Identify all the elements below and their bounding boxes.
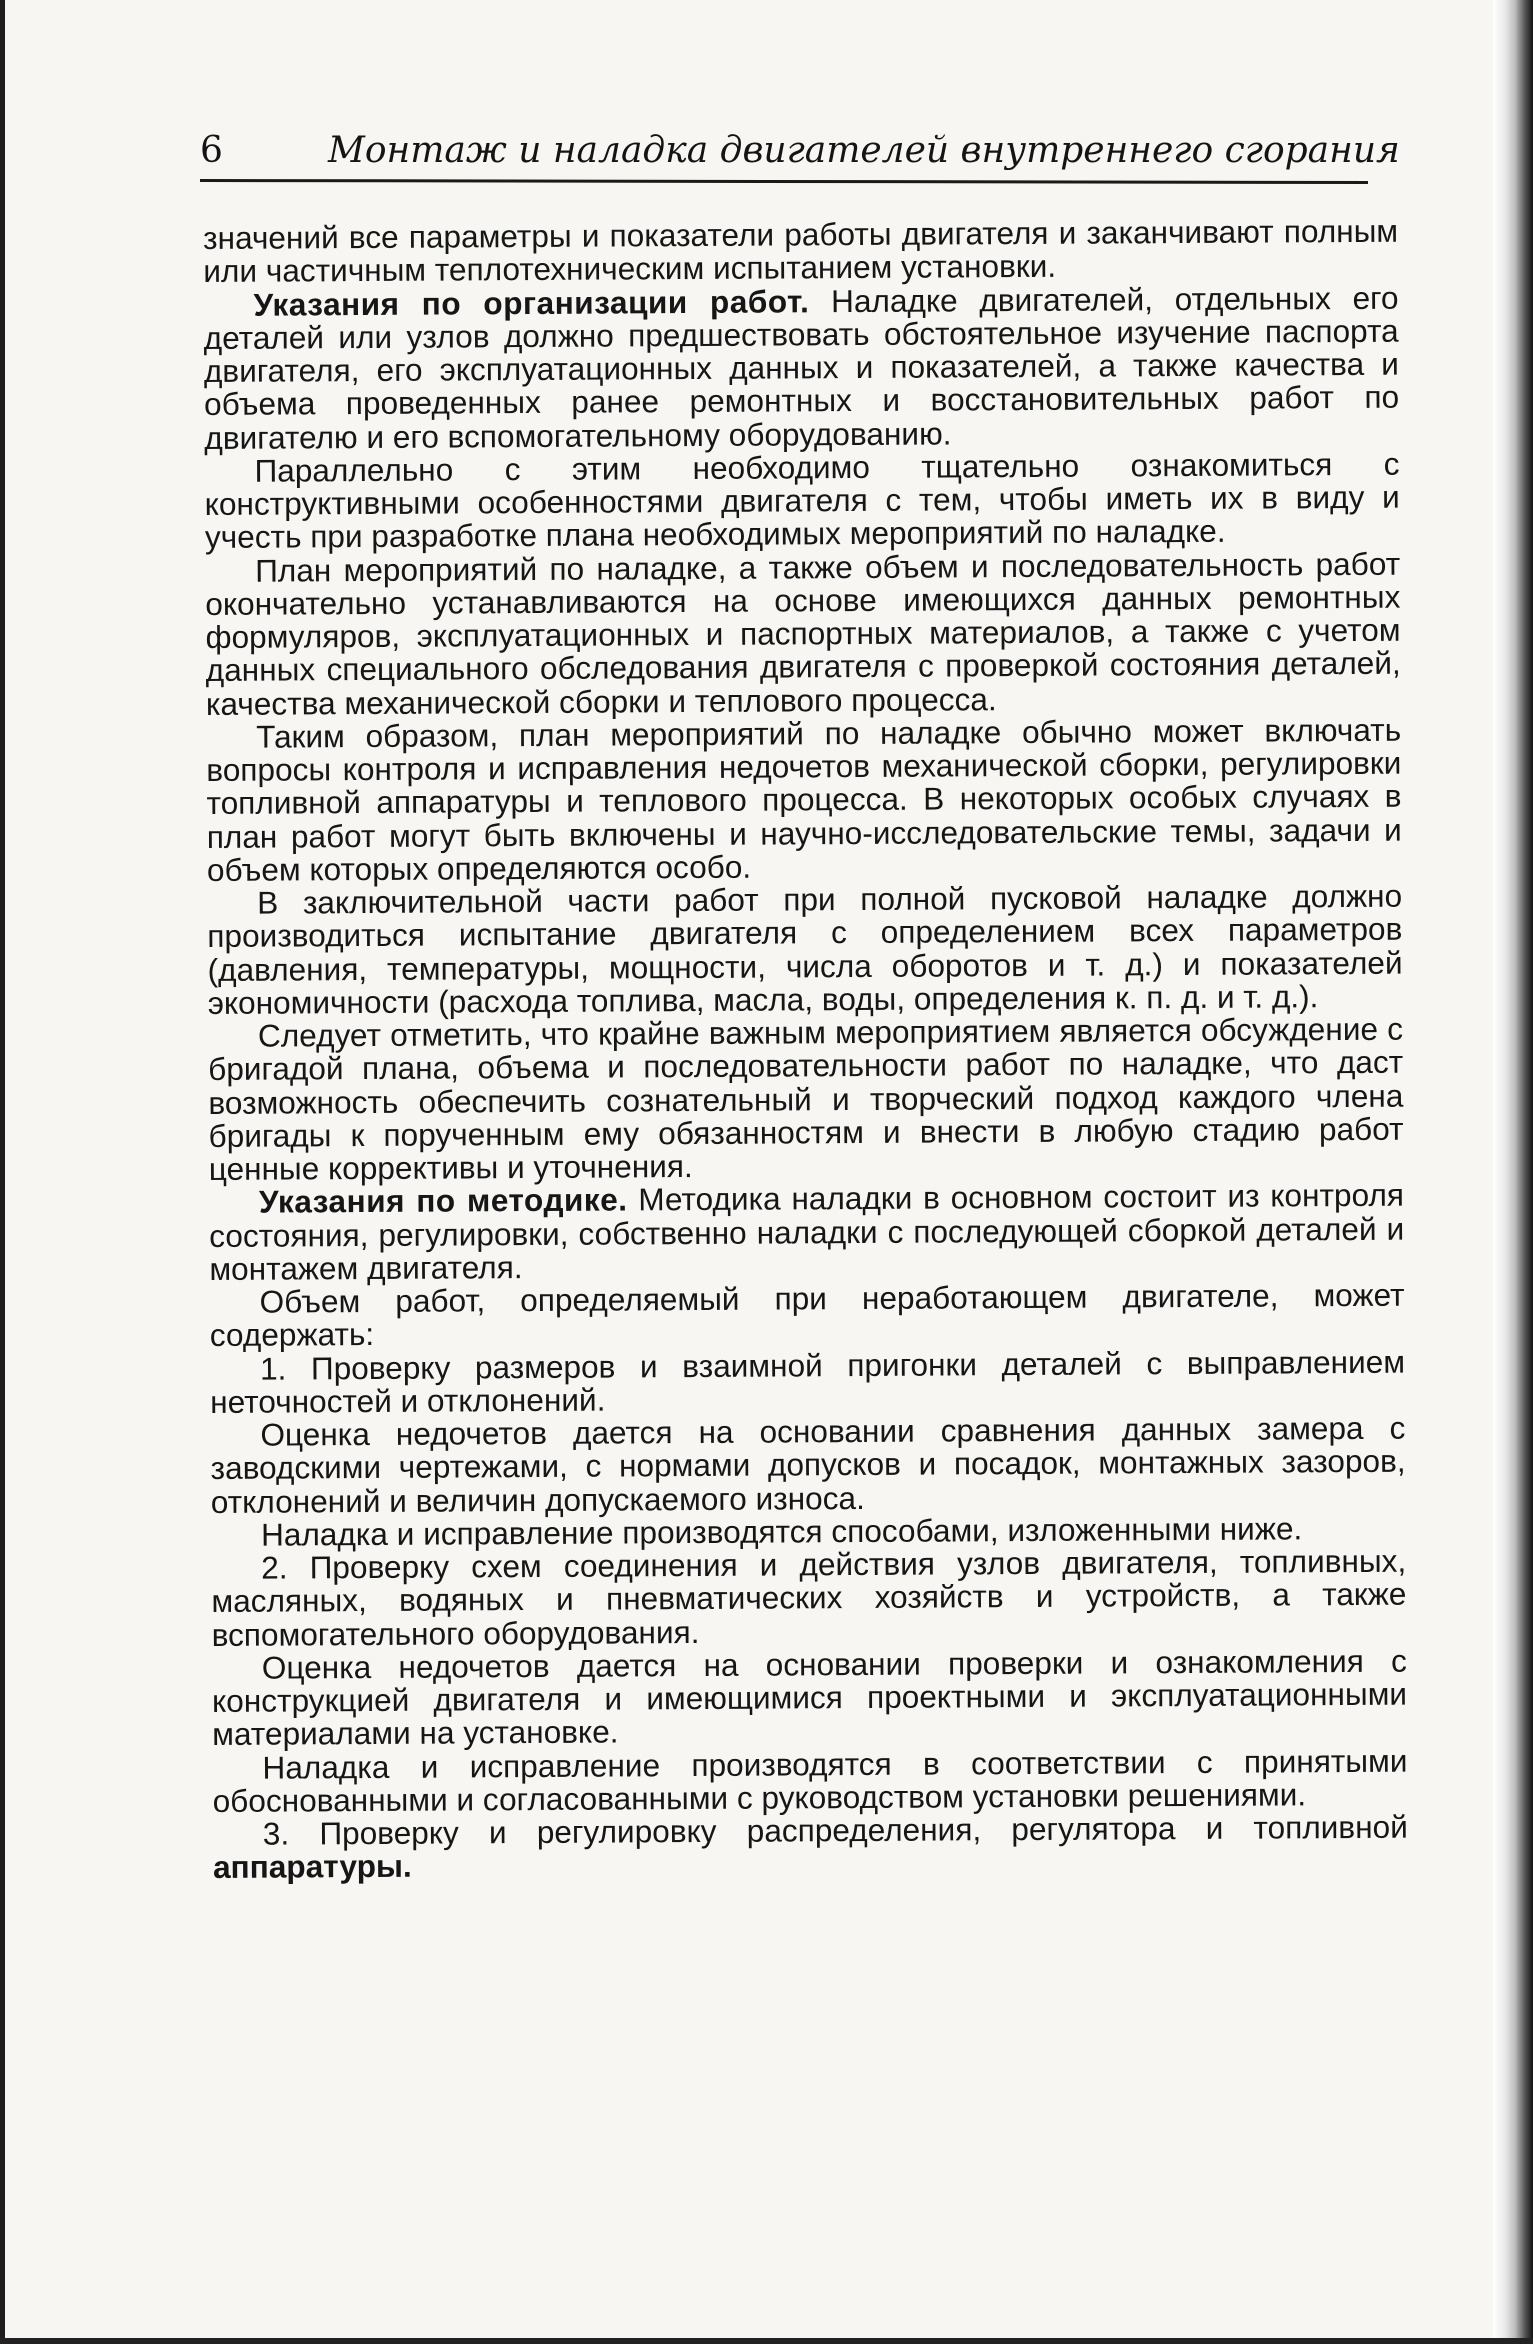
- paragraph: [206, 713, 1402, 887]
- list-item-3: [212, 1808, 1408, 1886]
- paragraph: [209, 1276, 1405, 1354]
- list-item-1: [210, 1345, 1405, 1419]
- scan-bottom-edge: [0, 2338, 1533, 2344]
- paragraph-text: значений все параметры и показатели работы двигателя и заканчивают полным или частичным теплотехническим испытанием установки.: [202, 212, 1399, 290]
- scan-left-edge: [0, 0, 5, 2344]
- header-rule: [200, 179, 1368, 184]
- scan-right-margin: [1493, 0, 1533, 2344]
- running-title: Монтаж и наладка двигателей внутреннего сгорания: [328, 130, 1400, 171]
- paragraph-methodology: [209, 1176, 1405, 1287]
- paragraph-text: В заключительной части работ при полной пусковой наладке должно производиться испытание двигателя с определением всех параметров (давления, температуры, мощности, числа оборотов и т. д.) и показателей экономичности (расхода топлива, масла, воды, определения к. п. д. и т. д.).: [207, 877, 1403, 1021]
- body-text: [202, 212, 1408, 1886]
- paragraph-text: 1. Проверку размеров и взаимной пригонки деталей с выправлением неточностей и отклонений.: [210, 1343, 1406, 1420]
- section-lead-organization: Указания по организации работ.: [253, 282, 810, 323]
- paragraph-text: Методика наладки в основном состоит из контроля состояния, регулировки, собственно наладки с последующей сборкой деталей и монтажем двигателя.: [209, 1176, 1405, 1287]
- page-number: 6: [200, 130, 223, 171]
- paragraph: [205, 547, 1401, 721]
- paragraph: [207, 877, 1403, 1021]
- paragraph: [204, 447, 1400, 554]
- paragraph: [212, 1744, 1407, 1818]
- paragraph-organization: [203, 281, 1399, 455]
- paragraph: [208, 1010, 1404, 1187]
- paragraph-text-bold: аппаратуры.: [212, 1848, 412, 1886]
- paragraph-text: 2. Проверку схем соединения и действия узлов двигателя, топливных, масляных, водяных и пневматических хозяйств и устройств, а также вспомогательного оборудования.: [211, 1542, 1407, 1653]
- paragraph-text: Наладка и исправление производятся способами, изложенными ниже.: [260, 1510, 1303, 1553]
- paragraph-text: Оценка недочетов дается на основании сравнения данных замера с заводскими чертежами, с нормами допусков и посадок, монтажных зазоров, отклонений и величин допускаемого износа.: [210, 1409, 1406, 1520]
- paragraph-text: Следует отметить, что крайне важным мероприятием является обсуждение с бригадой плана, объема и последовательности работ по наладке, что даст возможность обеспечить сознательный и творческий подход каждого члена бригады к порученным ему обязанностям и внести в любую стадию работ ценные коррективы и уточнения.: [208, 1010, 1404, 1187]
- paragraph-text: Наладка и исправление производятся в соответствии с принятыми обоснованными и согласованными с руководством установки решениями.: [212, 1742, 1408, 1819]
- paragraph-text: Объем работ, определяемый при неработающем двигателе, может содержать:: [209, 1276, 1405, 1354]
- paragraph: [212, 1644, 1408, 1751]
- paragraph-text: Оценка недочетов дается на основании проверки и ознакомления с конструкцией двигателя и имеющимися проектными и эксплуатационными материалами на установке.: [211, 1642, 1408, 1753]
- paragraph-text: Таким образом, план мероприятий по наладке обычно может включать вопросы контроля и исправления недочетов механической сборки, регулировки топливной аппаратуры и теплового процесса. В некоторых особых случаях в план работ могут быть включены и научно-исследовательские темы, задачи и объем которых определяются особо.: [206, 711, 1402, 888]
- paragraph-text: Параллельно с этим необходимо тщательно ознакомиться с конструктивными особенностями двигателя с тем, чтобы иметь их в виду и учесть при разработке плана необходимых мероприятий по наладке.: [204, 445, 1400, 556]
- paragraph-text: 3. Проверку и регулировку распределения, регулятора и топливной: [262, 1808, 1408, 1852]
- section-lead-methodology: Указания по методике.: [258, 1181, 628, 1220]
- paragraph: [210, 1409, 1406, 1520]
- page-header: [200, 130, 1400, 176]
- list-item-2: [211, 1542, 1407, 1653]
- paragraph-continuation: [202, 212, 1399, 290]
- paragraph-text: План мероприятий по наладке, а также объем и последовательность работ окончательно устанавливаются на основе имеющихся данных ремонтных формуляров, эксплуатационных и паспортных материалов, а также с учетом данных специального обследования двигателя с проверкой состояния деталей, качества механической сборки и теплового процесса.: [205, 545, 1401, 722]
- paragraph-text: Наладке двигателей, отдельных его деталей или узлов должно предшествовать обстоятельное изучение паспорта двигателя, его эксплуатационных данных и показателей, а также качества и объема проведенных ранее ремонтных и восстановительных работ по двигателю и его вспомогательному оборудованию.: [203, 279, 1400, 456]
